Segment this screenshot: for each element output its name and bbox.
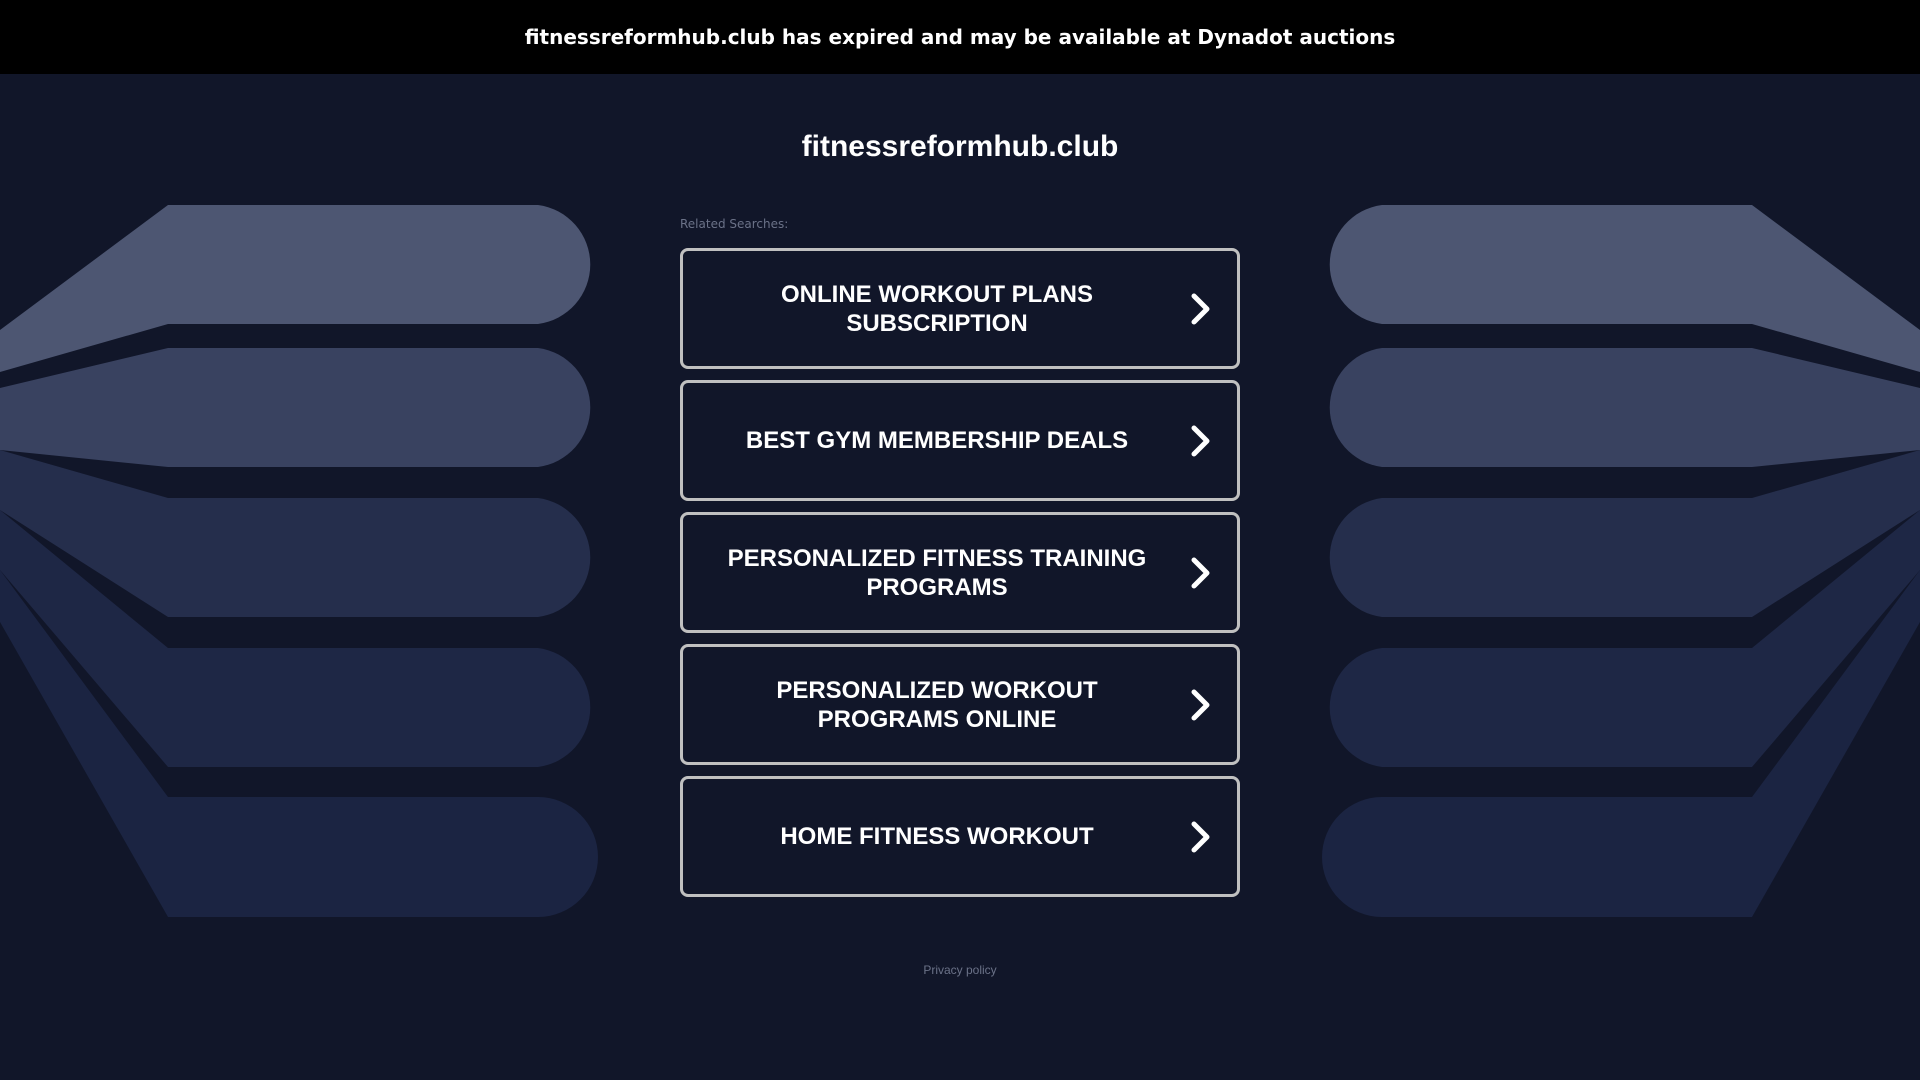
domain-title: fitnessreformhub.club	[801, 130, 1119, 163]
chevron-right-icon	[1189, 424, 1213, 458]
related-link-label[interactable]: PERSONALIZED WORKOUT PROGRAMS ONLINE	[776, 676, 1098, 733]
related-links-list	[680, 248, 1240, 908]
related-link-personalized-workout-programs[interactable]	[680, 644, 1240, 765]
privacy-policy-link[interactable]: Privacy policy	[923, 963, 997, 977]
chevron-right-icon	[1189, 820, 1213, 854]
related-link-label[interactable]: ONLINE WORKOUT PLANS SUBSCRIPTION	[781, 280, 1093, 337]
chevron-right-icon	[1189, 688, 1213, 722]
banner-text[interactable]: fitnessreformhub.club has expired and may be available at Dynadot auctions	[524, 25, 1396, 49]
related-link-personalized-fitness-training[interactable]	[680, 512, 1240, 633]
privacy-policy-container	[0, 961, 1920, 979]
expired-domain-banner[interactable]	[0, 0, 1920, 74]
chevron-right-icon	[1189, 556, 1213, 590]
related-link-online-workout-plans[interactable]	[680, 248, 1240, 369]
related-searches-label: Related Searches:	[680, 217, 789, 231]
related-link-label[interactable]: PERSONALIZED FITNESS TRAINING PROGRAMS	[727, 544, 1147, 601]
related-link-label[interactable]: HOME FITNESS WORKOUT	[780, 823, 1094, 850]
related-link-best-gym-membership[interactable]	[680, 380, 1240, 501]
related-link-home-fitness-workout[interactable]	[680, 776, 1240, 897]
related-link-label[interactable]: BEST GYM MEMBERSHIP DEALS	[745, 427, 1129, 454]
chevron-right-icon	[1189, 292, 1213, 326]
